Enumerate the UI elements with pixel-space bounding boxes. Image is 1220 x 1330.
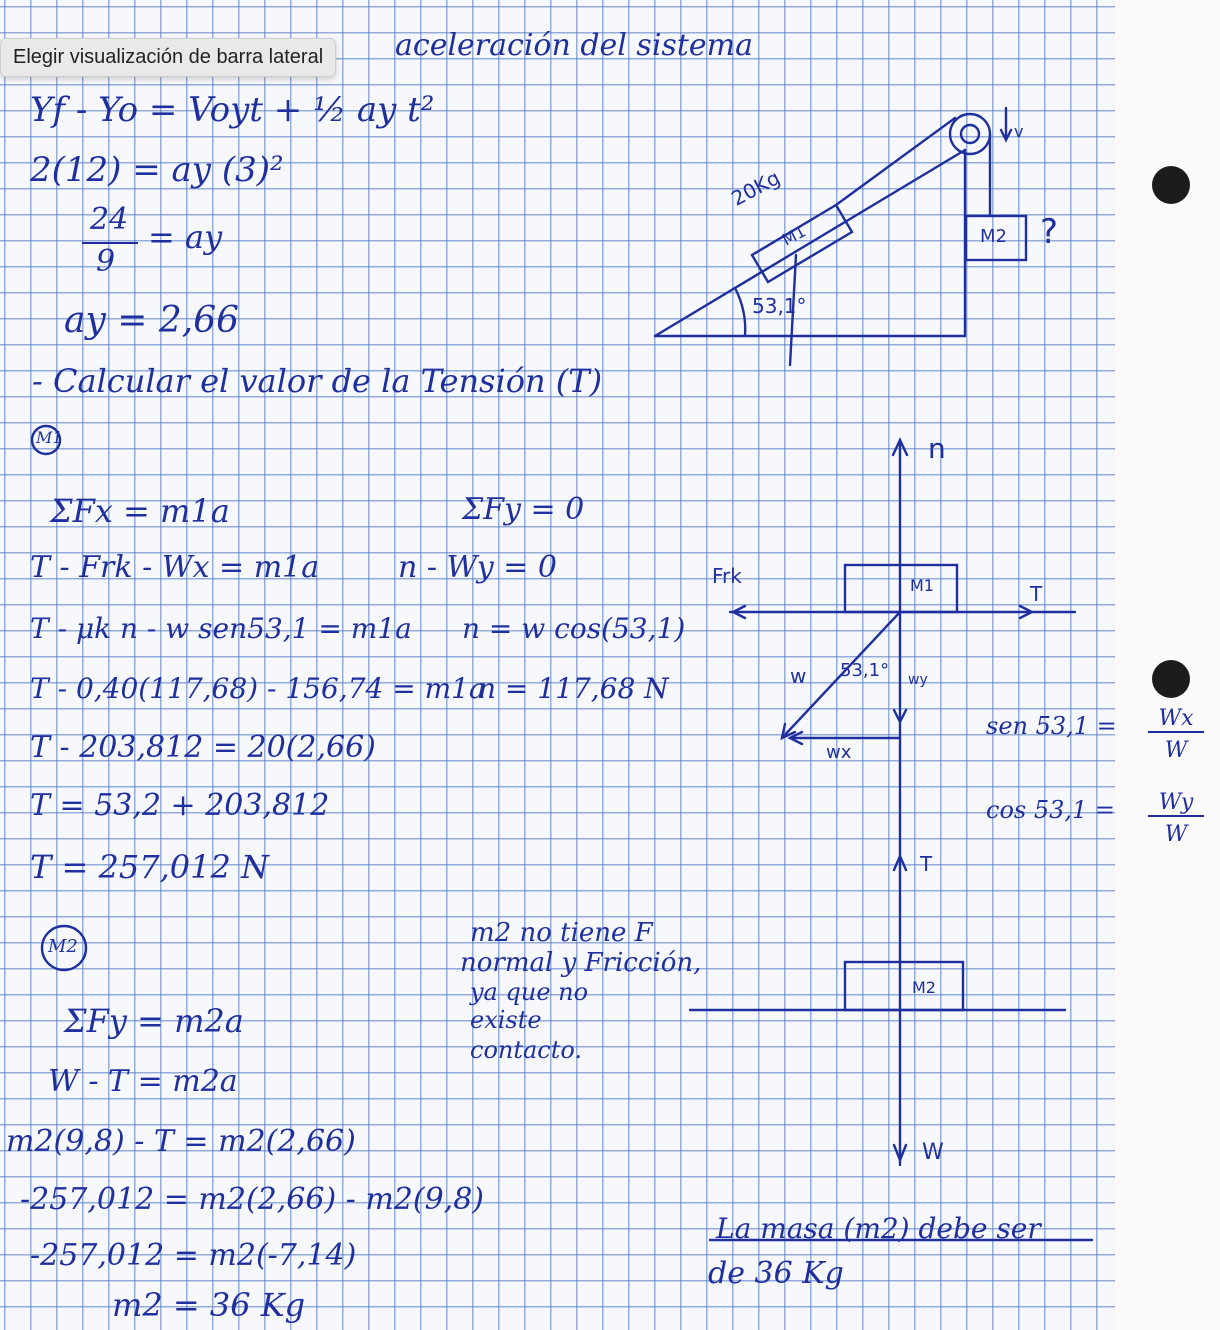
wy-label: wy [908,672,928,688]
sidebar-view-tooltip: Elegir visualización de barra lateral [0,38,336,77]
acceleration-result: ay = 2,66 [64,300,240,341]
fraction-numerator: 24 [90,202,129,237]
sen-denominator: W [1164,738,1188,763]
weight-label-m2: W [922,1140,944,1165]
fbd-m1-block-label: M1 [910,576,934,595]
marker-m1-label: M1 [36,428,63,447]
m1-row1-right: n - Wy = 0 [398,550,557,585]
m2-row4: -257,012 = m2(-7,14) [30,1238,357,1273]
m1-row1-left: T - Frk - Wx = m1a [30,550,320,585]
kinematics-equation: Yf - Yo = Voyt + ½ ay t² [30,90,435,130]
header-partial-text: aceleración del sistema [395,28,753,63]
m2-note-line3: ya que no [470,978,589,1006]
sum-fy-m2: ΣFy = m2a [64,1002,244,1040]
m1-row3-left: T - 0,40(117,68) - 156,74 = m1a [30,672,486,705]
mass-result: m2 = 36 Kg [112,1286,306,1324]
tension-label-m1: T [1030,582,1043,606]
m1-row2-left: T - μk n - w sen53,1 = m1a [30,612,412,645]
incline-slope [655,150,965,336]
conclusion-line2: de 36 Kg [708,1256,844,1291]
unknown-mass-question: ? [1040,212,1059,252]
m2-row3: -257,012 = m2(2,66) - m2(9,8) [20,1182,485,1217]
wx-label: wx [826,742,852,763]
fraction-rest: = ay [148,218,223,256]
friction-force-label: Frk [712,564,742,588]
sen-relation-left: sen 53,1 = [986,712,1117,740]
m1-row2-right: n = w cos(53,1) [462,612,686,645]
pulley [950,114,990,154]
sum-fx: ΣFx = m1a [50,492,230,530]
m2-row1: W - T = m2a [48,1064,238,1099]
m1-row5: T = 53,2 + 203,812 [30,788,330,823]
cos-denominator: W [1164,822,1188,847]
substitution-line: 2(12) = ay (3)² [30,150,284,190]
pulley-hub [961,125,979,143]
cos-relation-left: cos 53,1 = [986,796,1116,824]
m1-row3-right: n = 117,68 N [478,672,669,705]
incline-m1-label: M1 [778,221,810,250]
m1-row4: T - 203,812 = 20(2,66) [30,730,376,765]
incline-m2-label: M2 [980,226,1007,247]
fbd-angle-label: 53,1° [840,660,890,681]
fraction-denominator: 9 [96,244,116,279]
m2-note-line1: m2 no tiene F [470,918,653,948]
tension-label-m2: T [920,852,933,876]
velocity-label: v [1014,122,1024,141]
weight-label-m1: w [790,664,807,688]
incline-mass-label: 20Kg [727,165,784,211]
marker-m2-label: M2 [48,936,78,957]
m2-note-line2: normal y Fricción, [460,948,702,978]
sen-numerator: Wx [1148,706,1204,733]
tension-section-title: - Calcular el valor de la Tensión (T) [32,362,603,400]
m2-note-line4: existe [470,1006,542,1034]
m2-note-line5: contacto. [470,1036,583,1064]
cos-numerator: Wy [1148,790,1204,817]
tension-result: T = 257,012 N [30,848,269,886]
incline-angle-label: 53,1° [752,294,807,318]
fbd-block-m2 [845,962,963,1010]
sum-fy: ΣFy = 0 [462,492,585,527]
incline-block-m1 [752,205,852,282]
conclusion-line1: La masa (m2) debe ser [716,1212,1041,1245]
angle-arc [735,288,745,336]
fbd-m2-block-label: M2 [912,978,936,997]
normal-force-label: n [928,432,946,465]
m2-row2: m2(9,8) - T = m2(2,66) [6,1124,356,1159]
